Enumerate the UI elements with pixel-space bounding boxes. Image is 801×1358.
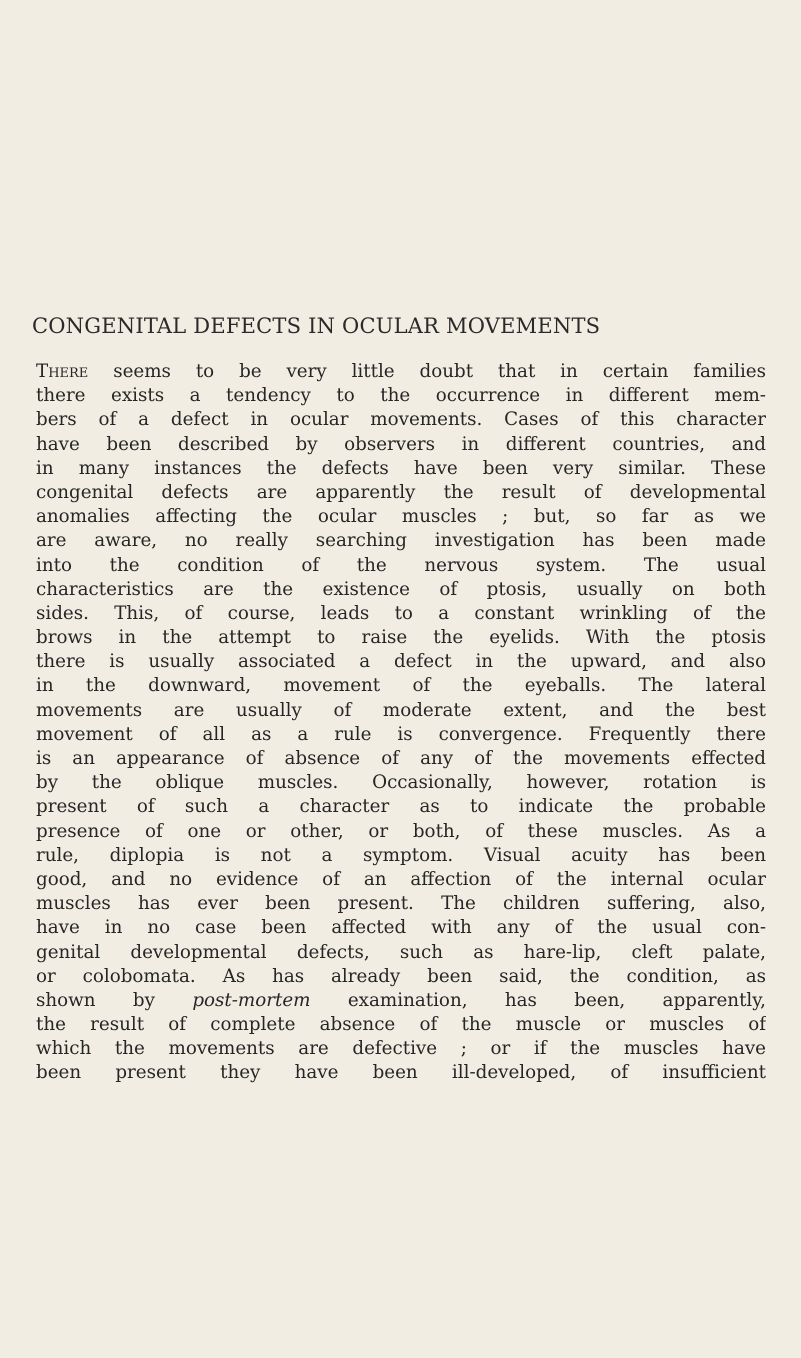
text-line: movements are usually of moderate extent, and the best [36,699,766,721]
text-line: movement of all as a rule is convergence. Frequently there [36,723,766,745]
text-line: genital developmental defects, such as hare-lip, cleft palate, [36,941,766,963]
text-line: there is usually associated a defect in the upward, and also [36,651,766,673]
text-line: are aware, no really searching investigation has been made [36,530,766,552]
drop-word: There [36,361,89,382]
text-line: bers of a defect in ocular movements. Cases of this character [36,409,766,431]
body-paragraph [36,360,766,1086]
text-line: in the downward, movement of the eyeballs. The lateral [36,675,766,697]
text-line: rule, diplopia is not a symptom. Visual acuity has been [36,844,766,866]
text-line: or colobomata. As has already been said, the condition, as [36,965,766,987]
text-line: into the condition of the nervous system. The usual [36,554,766,576]
text-line: is an appearance of absence of any of the movements effected [36,748,766,769]
text-line: been present they have been ill-developed, of insufficient [36,1062,766,1084]
text-line: There seems to be very little doubt that in certain families [36,361,766,382]
italic-term: post-mortem [192,989,311,1011]
text-line: have in no case been affected with any of the usual con- [36,917,766,939]
text-line: shown by post-mortem examination, has been, apparently, [36,989,766,1011]
text-line: characteristics are the existence of ptosis, usually on both [36,578,766,600]
text-line: the result of complete absence of the muscle or muscles of [36,1014,766,1036]
text-line: present of such a character as to indicate the probable [36,796,766,818]
text-line: by the oblique muscles. Occasionally, however, rotation is [36,772,766,794]
text-line: presence of one or other, or both, of these muscles. As a [36,820,766,842]
text-line: have been described by observers in different countries, and [36,433,766,455]
text-line: good, and no evidence of an affection of the internal ocular [36,868,766,890]
text-line: there exists a tendency to the occurrence in different mem- [36,385,766,407]
text-line: in many instances the defects have been very similar. These [36,457,766,479]
text-line: anomalies affecting the ocular muscles ; but, so far as we [36,506,766,528]
text-line: congenital defects are apparently the result of developmental [36,481,766,503]
text-line: sides. This, of course, leads to a constant wrinkling of the [36,602,766,624]
text-line: muscles has ever been present. The children suffering, also, [36,893,766,915]
chapter-heading: CONGENITAL DEFECTS IN OCULAR MOVEMENTS [32,314,601,338]
text-line: which the movements are defective ; or if the muscles have [36,1038,766,1060]
text-line: brows in the attempt to raise the eyelids. With the ptosis [36,627,766,649]
